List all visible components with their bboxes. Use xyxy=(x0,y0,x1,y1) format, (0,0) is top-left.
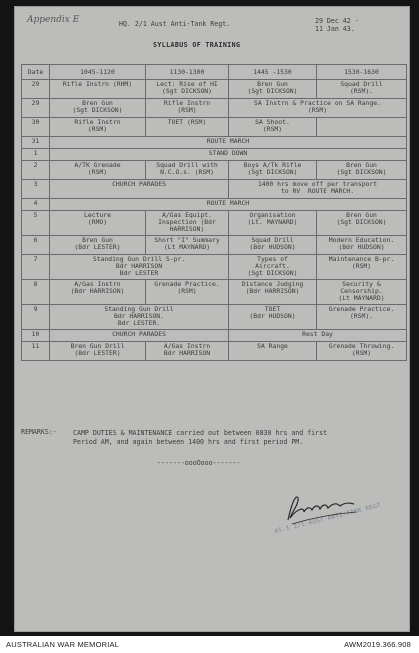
period-2-cell: A/Gas Instrn Bdr HARRISON xyxy=(146,342,229,361)
period-4-cell: Grenade Practice. (RSM). xyxy=(317,305,407,330)
table-row xyxy=(22,180,407,199)
period-2-cell: Grenade Practice. (RSM) xyxy=(146,280,229,305)
morning-cell: CHURCH PARADES xyxy=(50,180,229,199)
period-3-cell: SA Range xyxy=(229,342,317,361)
period-1-cell: Bren Gun (Bdr LESTER) xyxy=(50,236,146,255)
table-row xyxy=(22,280,407,305)
date-cell: 10 xyxy=(22,330,50,342)
column-header: 1130-1300 xyxy=(146,65,229,80)
table-row xyxy=(22,161,407,180)
column-header: 1045-1120 xyxy=(50,65,146,80)
afternoon-cell: Rest Day xyxy=(229,330,407,342)
period-1-cell: Lecture (RMO) xyxy=(50,211,146,236)
period-1-cell: Rifle Instrn (RSM) xyxy=(50,118,146,137)
archive-name: AUSTRALIAN WAR MEMORIAL xyxy=(6,640,120,649)
period-2-cell: Short "I" Summary (Lt MAYNARD) xyxy=(146,236,229,255)
date-cell: 9 xyxy=(22,305,50,330)
table-header-row xyxy=(22,65,407,80)
table-row xyxy=(22,342,407,361)
period-3-cell: Distance Judging (Bdr HARRISON) xyxy=(229,280,317,305)
handwritten-signature xyxy=(282,488,362,528)
full-day-cell: ROUTE MARCH xyxy=(50,199,407,211)
column-header: 1530-1630 xyxy=(317,65,407,80)
period-4-cell: Bren Gun (Sgt DICKSON) xyxy=(317,161,407,180)
date-cell: 6 xyxy=(22,236,50,255)
archive-footer xyxy=(0,636,419,653)
date-cell: 2 xyxy=(22,161,50,180)
period-4-cell: Grenade Throwing. (RSM) xyxy=(317,342,407,361)
period-1-cell: Bren Gun (Sgt DICKSON) xyxy=(50,99,146,118)
table-row xyxy=(22,99,407,118)
remarks-text: CAMP DUTIES & MAINTENANCE carried out between 0830 hrs and first Period AM, and again between 1400 hrs and first period PM. xyxy=(73,429,328,446)
period-2-cell: Squad Drill with N.C.O.s. (RSM) xyxy=(146,161,229,180)
period-2-cell: Rifle Instrn (RSM) xyxy=(146,99,229,118)
document-title: SYLLABUS OF TRAINING xyxy=(153,41,241,49)
period-1-cell: A/Gas Instrn (Bdr HARRISON) xyxy=(50,280,146,305)
period-4-cell: Security & Censorship. (Lt MAYNARD) xyxy=(317,280,407,305)
date-cell: 5 xyxy=(22,211,50,236)
table-row xyxy=(22,330,407,342)
period-2-cell: TOET (RSM) xyxy=(146,118,229,137)
table-row xyxy=(22,149,407,161)
period-to: 11 Jan 43. xyxy=(315,25,355,33)
date-cell: 29 xyxy=(22,80,50,99)
date-cell: 11 xyxy=(22,342,50,361)
period-1-cell: A/TK Grenade (RSM) xyxy=(50,161,146,180)
period-3-cell: Squad Drill (Bdr HUDSON) xyxy=(229,236,317,255)
remarks-label: REMARKS:- xyxy=(21,428,57,436)
column-header: Date xyxy=(22,65,50,80)
date-cell: 29 xyxy=(22,99,50,118)
document-page xyxy=(14,6,410,632)
afternoon-cell: 1400 hrs move off per transport to RV ROUTE MARCH. xyxy=(229,180,407,199)
table-row xyxy=(22,118,407,137)
period-from: 29 Dec 42 - xyxy=(315,17,359,25)
morning-cell: CHURCH PARADES xyxy=(50,330,229,342)
full-day-cell: ROUTE MARCH xyxy=(50,137,407,149)
table-row xyxy=(22,236,407,255)
period-4-cell xyxy=(317,118,407,137)
period-3-cell: Bren Gun (Sgt DICKSON) xyxy=(229,80,317,99)
table-row xyxy=(22,255,407,280)
handwritten-reference: Appendix E xyxy=(27,15,80,25)
period-2-cell: A/Gas Equipt. Inspection (Bdr HARRISON) xyxy=(146,211,229,236)
table-row xyxy=(22,80,407,99)
training-schedule-table xyxy=(21,64,407,361)
period-4-cell: Bren Gun (Sgt DICKSON) xyxy=(317,211,407,236)
table-row xyxy=(22,211,407,236)
period-1-cell: Bren Gun Drill (Bdr LESTER) xyxy=(50,342,146,361)
period-1-cell: Rifle Instrn (RHM) xyxy=(50,80,146,99)
period-3-4-cell: SA Instrn & Practice on SA Range. (RSM) xyxy=(229,99,407,118)
date-cell: 8 xyxy=(22,280,50,305)
column-header: 1445 -1530 xyxy=(229,65,317,80)
archive-reference: AWM2019.366.908 xyxy=(344,640,411,649)
end-mark: -------oooOooo------- xyxy=(157,459,241,467)
period-4-cell: Maintenance B-pr. (RSM) xyxy=(317,255,407,280)
date-cell: 31 xyxy=(22,137,50,149)
date-cell: 30 xyxy=(22,118,50,137)
period-3-cell: Types of Aircraft. (Sgt DICKSON) xyxy=(229,255,317,280)
full-day-cell: STAND DOWN xyxy=(50,149,407,161)
period-4-cell: Squad Drill (RSM). xyxy=(317,80,407,99)
date-cell: 7 xyxy=(22,255,50,280)
morning-cell: Standing Gun Drill Bdr HARRISON. Bdr LESTER. xyxy=(50,305,229,330)
period-3-cell: SA Shoot. (RSM) xyxy=(229,118,317,137)
morning-cell: Standing Gun Drill S-pr. Bdr HARRISON Bdr LESTER xyxy=(50,255,229,280)
period-4-cell: Modern Education. (Bdr HUDSON) xyxy=(317,236,407,255)
unit-name: HQ. 2/1 Aust Anti-Tank Regt. xyxy=(119,20,231,28)
date-cell: 1 xyxy=(22,149,50,161)
period-3-cell: Organisation (Lt. MAYNARD) xyxy=(229,211,317,236)
table-row xyxy=(22,199,407,211)
period-3-cell: Boys A/Tk Rifle (Sgt DICKSON) xyxy=(229,161,317,180)
unit-stamp: AS.1 2/1 AUST ANTI-TANK REGT xyxy=(273,501,382,536)
date-cell: 3 xyxy=(22,180,50,199)
date-cell: 4 xyxy=(22,199,50,211)
table-row xyxy=(22,137,407,149)
period-3-cell: TOET (Bdr HUDSON) xyxy=(229,305,317,330)
table-row xyxy=(22,305,407,330)
period-2-cell: Lect: Rise of HI (Sgt DICKSON) xyxy=(146,80,229,99)
